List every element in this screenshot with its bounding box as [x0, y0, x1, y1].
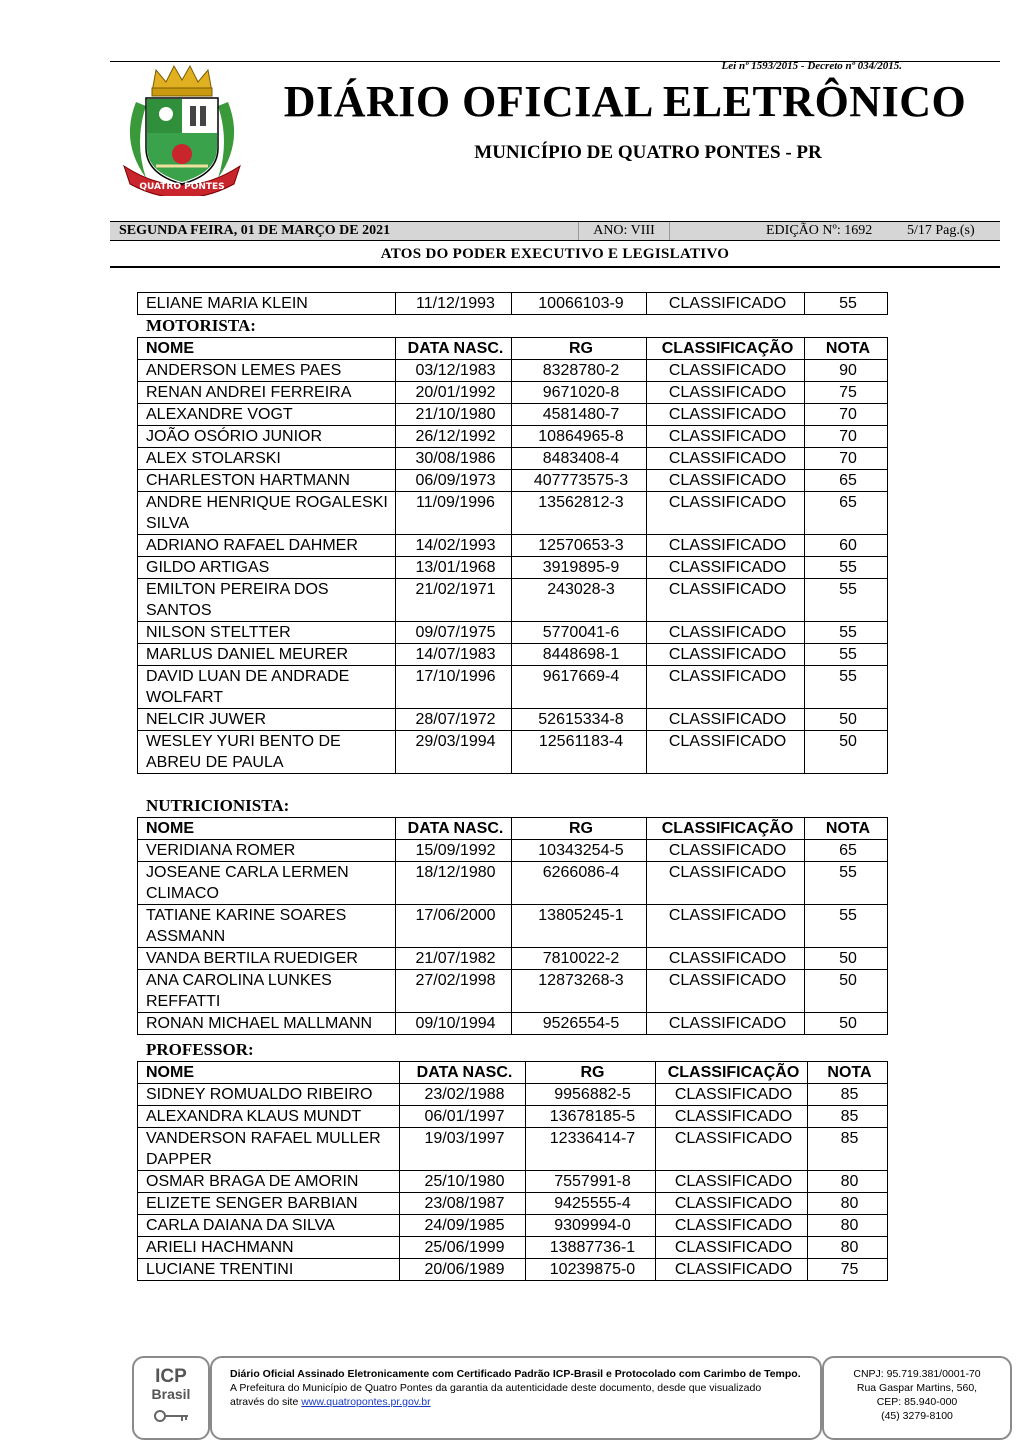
table-row [138, 1237, 888, 1259]
cell-nome: RENAN ANDREI FERREIRA [138, 382, 396, 404]
cell-data-nasc: 11/12/1993 [396, 293, 512, 315]
publication-date: SEGUNDA FEIRA, 01 DE MARÇO DE 2021 [119, 223, 391, 238]
page-number: 5/17 Pag.(s) [907, 223, 975, 238]
cell-data-nasc: 27/02/1998 [396, 970, 512, 1013]
column-header-nome: NOME [138, 1062, 400, 1084]
cell-nota: 55 [805, 862, 888, 905]
cell-classificacao: CLASSIFICADO [656, 1193, 808, 1215]
cell-nome: ANDERSON LEMES PAES [138, 360, 396, 382]
cell-classificacao: CLASSIFICADO [656, 1128, 808, 1171]
cell-data-nasc: 14/07/1983 [396, 644, 512, 666]
cell-data-nasc: 20/01/1992 [396, 382, 512, 404]
cell-data-nasc: 28/07/1972 [396, 709, 512, 731]
cell-rg: 10343254-5 [512, 840, 647, 862]
cell-data-nasc: 17/06/2000 [396, 905, 512, 948]
cell-rg: 13805245-1 [512, 905, 647, 948]
cell-nota: 55 [805, 579, 888, 622]
table-row [138, 360, 888, 382]
cell-rg: 10239875-0 [526, 1259, 656, 1281]
column-header-nota: NOTA [808, 1062, 888, 1084]
cell-data-nasc: 11/09/1996 [396, 492, 512, 535]
column-header-classificacao: CLASSIFICAÇÃO [647, 818, 805, 840]
cell-nome: TATIANE KARINE SOARES ASSMANN [138, 905, 396, 948]
cell-nome: ANDRE HENRIQUE ROGALESKI SILVA [138, 492, 396, 535]
cell-nota: 55 [805, 557, 888, 579]
column-header-nome: NOME [138, 338, 396, 360]
cell-nota: 65 [805, 840, 888, 862]
cell-nome: ALEXANDRE VOGT [138, 404, 396, 426]
cell-classificacao: CLASSIFICADO [647, 579, 805, 622]
cell-data-nasc: 20/06/1989 [400, 1259, 526, 1281]
cell-classificacao: CLASSIFICADO [647, 448, 805, 470]
cell-nota: 85 [808, 1128, 888, 1171]
icp-seal-text: ICP [155, 1366, 187, 1387]
column-header-rg: RG [512, 338, 647, 360]
footer-authenticity-line: A Prefeitura do Município de Quatro Pontes da garantia da autenticidade deste documento, desde que visualizado [230, 1382, 762, 1394]
cell-nome: VERIDIANA ROMER [138, 840, 396, 862]
cell-nota: 70 [805, 404, 888, 426]
table-row [138, 731, 888, 774]
cell-rg: 243028-3 [512, 579, 647, 622]
cell-nota: 80 [808, 1215, 888, 1237]
cell-classificacao: CLASSIFICADO [647, 1013, 805, 1035]
cell-rg: 6266086-4 [512, 862, 647, 905]
cell-nome: VANDERSON RAFAEL MULLER DAPPER [138, 1128, 400, 1171]
cell-nome: ARIELI HACHMANN [138, 1237, 400, 1259]
cell-rg: 52615334-8 [512, 709, 647, 731]
municipal-crest-logo [116, 62, 248, 196]
cell-nota: 85 [808, 1084, 888, 1106]
cell-nome: ALEXANDRA KLAUS MUNDT [138, 1106, 400, 1128]
cell-classificacao: CLASSIFICADO [647, 492, 805, 535]
cell-nota: 55 [805, 293, 888, 315]
category-heading-nutricionista: NUTRICIONISTA: [146, 796, 290, 815]
cell-rg: 13562812-3 [512, 492, 647, 535]
cell-nota: 50 [805, 709, 888, 731]
footer-cep: CEP: 85.940-000 [876, 1396, 958, 1408]
cell-rg: 9617669-4 [512, 666, 647, 709]
cell-data-nasc: 17/10/1996 [396, 666, 512, 709]
cell-rg: 9526554-5 [512, 1013, 647, 1035]
results-table-motorista [137, 337, 888, 774]
section-title: ATOS DO PODER EXECUTIVO E LEGISLATIVO [380, 246, 730, 262]
cell-rg: 12561183-4 [512, 731, 647, 774]
cell-data-nasc: 19/03/1997 [400, 1128, 526, 1171]
category-heading-motorista: MOTORISTA: [146, 316, 256, 335]
cell-data-nasc: 06/09/1973 [396, 470, 512, 492]
cell-rg: 13678185-5 [526, 1106, 656, 1128]
cell-rg: 12873268-3 [512, 970, 647, 1013]
icp-brasil-seal [132, 1356, 210, 1440]
table-row [138, 448, 888, 470]
cell-rg: 407773575-3 [512, 470, 647, 492]
cell-classificacao: CLASSIFICADO [647, 731, 805, 774]
table-row [138, 948, 888, 970]
cell-nome: VANDA BERTILA RUEDIGER [138, 948, 396, 970]
cell-rg: 8448698-1 [512, 644, 647, 666]
cell-classificacao: CLASSIFICADO [656, 1259, 808, 1281]
table-row [138, 579, 888, 622]
cell-classificacao: CLASSIFICADO [647, 970, 805, 1013]
cell-nome: EMILTON PEREIRA DOS SANTOS [138, 579, 396, 622]
cell-nome: SIDNEY ROMUALDO RIBEIRO [138, 1084, 400, 1106]
cell-nome: ELIZETE SENGER BARBIAN [138, 1193, 400, 1215]
footer-cnpj: CNPJ: 95.719.381/0001-70 [853, 1368, 981, 1380]
table-header-row [138, 338, 888, 360]
footer-signature-line: Diário Oficial Assinado Eletronicamente com Certificado Padrão ICP-Brasil e Protocolado com Carimbo de Tempo. [230, 1368, 801, 1380]
website-link[interactable]: www.quatropontes.pr.gov.br [301, 1396, 431, 1408]
cell-data-nasc: 30/08/1986 [396, 448, 512, 470]
law-reference: Lei nº 1593/2015 - Decreto nº 034/2015. [721, 60, 902, 72]
cell-nome: JOÃO OSÓRIO JUNIOR [138, 426, 396, 448]
cell-nota: 50 [805, 1013, 888, 1035]
cell-data-nasc: 14/02/1993 [396, 535, 512, 557]
table-row [138, 709, 888, 731]
cell-data-nasc: 23/08/1987 [400, 1193, 526, 1215]
cell-nota: 65 [805, 470, 888, 492]
cell-nota: 80 [808, 1237, 888, 1259]
column-header-nota: NOTA [805, 338, 888, 360]
cell-rg: 7557991-8 [526, 1171, 656, 1193]
cell-nome: CHARLESTON HARTMANN [138, 470, 396, 492]
cell-classificacao: CLASSIFICADO [647, 905, 805, 948]
footer-site-line [230, 1396, 431, 1408]
cell-nota: 55 [805, 666, 888, 709]
cell-nota: 90 [805, 360, 888, 382]
cell-nome: NELCIR JUWER [138, 709, 396, 731]
table-row [138, 1259, 888, 1281]
cell-rg: 10864965-8 [512, 426, 647, 448]
cell-nome: NILSON STELTTER [138, 622, 396, 644]
carryover-table [137, 292, 888, 315]
cell-nota: 55 [805, 644, 888, 666]
table-row [138, 535, 888, 557]
cell-classificacao: CLASSIFICADO [656, 1215, 808, 1237]
cell-nome: ANA CAROLINA LUNKES REFFATTI [138, 970, 396, 1013]
cell-nota: 65 [805, 492, 888, 535]
cell-rg: 8483408-4 [512, 448, 647, 470]
column-header-nota: NOTA [805, 818, 888, 840]
cell-data-nasc: 09/10/1994 [396, 1013, 512, 1035]
cell-nota: 55 [805, 905, 888, 948]
section-divider [110, 266, 1000, 268]
cell-nota: 75 [805, 382, 888, 404]
cell-data-nasc: 15/09/1992 [396, 840, 512, 862]
edition-number: EDIÇÃO Nº: 1692 [766, 223, 873, 238]
cell-nota: 70 [805, 448, 888, 470]
cell-classificacao: CLASSIFICADO [647, 404, 805, 426]
cell-data-nasc: 24/09/1985 [400, 1215, 526, 1237]
cell-rg: 9956882-5 [526, 1084, 656, 1106]
cell-nome: CARLA DAIANA DA SILVA [138, 1215, 400, 1237]
cell-data-nasc: 13/01/1968 [396, 557, 512, 579]
table-row [138, 404, 888, 426]
cell-classificacao: CLASSIFICADO [647, 426, 805, 448]
cell-nota: 70 [805, 426, 888, 448]
cell-data-nasc: 21/07/1982 [396, 948, 512, 970]
cell-rg: 12336414-7 [526, 1128, 656, 1171]
table-row [138, 426, 888, 448]
municipality-name: MUNICÍPIO DE QUATRO PONTES - PR [474, 142, 822, 163]
icp-seal-subtext: Brasil [151, 1386, 191, 1402]
cell-rg: 4581480-7 [512, 404, 647, 426]
cell-data-nasc: 06/01/1997 [400, 1106, 526, 1128]
table-header-row [138, 1062, 888, 1084]
cell-nome: WESLEY YURI BENTO DE ABREU DE PAULA [138, 731, 396, 774]
cell-data-nasc: 29/03/1994 [396, 731, 512, 774]
table-row [138, 840, 888, 862]
cell-nota: 80 [808, 1171, 888, 1193]
cell-nota: 50 [805, 970, 888, 1013]
page-title: DIÁRIO OFICIAL ELETRÔNICO [283, 77, 967, 126]
cell-nota: 50 [805, 948, 888, 970]
column-header-data-nasc: DATA NASC. [396, 338, 512, 360]
edition-year: ANO: VIII [578, 222, 670, 240]
cell-nota: 85 [808, 1106, 888, 1128]
cell-data-nasc: 21/02/1971 [396, 579, 512, 622]
cell-data-nasc: 03/12/1983 [396, 360, 512, 382]
cell-rg: 13887736-1 [526, 1237, 656, 1259]
results-table-nutricionista [137, 817, 888, 1035]
column-header-rg: RG [512, 818, 647, 840]
cell-classificacao: CLASSIFICADO [647, 666, 805, 709]
cell-nota: 60 [805, 535, 888, 557]
edition-info-bar [110, 221, 1000, 241]
cell-data-nasc: 23/02/1988 [400, 1084, 526, 1106]
table-row [138, 666, 888, 709]
footer-address: Rua Gaspar Martins, 560, [856, 1382, 978, 1394]
cell-nome: ALEX STOLARSKI [138, 448, 396, 470]
column-header-data-nasc: DATA NASC. [396, 818, 512, 840]
cell-classificacao: CLASSIFICADO [647, 862, 805, 905]
column-header-nome: NOME [138, 818, 396, 840]
table-row [138, 1193, 888, 1215]
cell-data-nasc: 18/12/1980 [396, 862, 512, 905]
cell-data-nasc: 26/12/1992 [396, 426, 512, 448]
cell-rg: 7810022-2 [512, 948, 647, 970]
cell-rg: 3919895-9 [512, 557, 647, 579]
cell-rg: 9425555-4 [526, 1193, 656, 1215]
cell-classificacao: CLASSIFICADO [656, 1237, 808, 1259]
cell-classificacao: CLASSIFICADO [647, 557, 805, 579]
category-heading-professor: PROFESSOR: [146, 1040, 254, 1059]
table-row [138, 622, 888, 644]
cell-classificacao: CLASSIFICADO [647, 470, 805, 492]
cell-classificacao: CLASSIFICADO [656, 1171, 808, 1193]
cell-classificacao: CLASSIFICADO [647, 644, 805, 666]
cell-nome: RONAN MICHAEL MALLMANN [138, 1013, 396, 1035]
cell-nota: 55 [805, 622, 888, 644]
footer-contact-box [822, 1356, 1012, 1440]
cell-classificacao: CLASSIFICADO [647, 622, 805, 644]
table-row [138, 1013, 888, 1035]
table-row [138, 492, 888, 535]
cell-nome: OSMAR BRAGA DE AMORIN [138, 1171, 400, 1193]
cell-nota: 50 [805, 731, 888, 774]
cell-classificacao: CLASSIFICADO [647, 709, 805, 731]
column-header-classificacao: CLASSIFICAÇÃO [647, 338, 805, 360]
cell-classificacao: CLASSIFICADO [647, 360, 805, 382]
cell-nome: GILDO ARTIGAS [138, 557, 396, 579]
cell-classificacao: CLASSIFICADO [647, 948, 805, 970]
column-header-data-nasc: DATA NASC. [400, 1062, 526, 1084]
footer-site-prefix: através do site [230, 1396, 302, 1408]
cell-classificacao: CLASSIFICADO [656, 1106, 808, 1128]
cell-rg: 5770041-6 [512, 622, 647, 644]
footer-signature-notice [210, 1356, 822, 1440]
table-row [138, 293, 888, 315]
results-table-professor [137, 1061, 888, 1281]
cell-classificacao: CLASSIFICADO [647, 840, 805, 862]
table-row [138, 1106, 888, 1128]
table-row [138, 382, 888, 404]
table-row [138, 470, 888, 492]
cell-rg: 9309994-0 [526, 1215, 656, 1237]
table-row [138, 1215, 888, 1237]
column-header-rg: RG [526, 1062, 656, 1084]
table-row [138, 1171, 888, 1193]
cell-data-nasc: 25/06/1999 [400, 1237, 526, 1259]
cell-rg: 12570653-3 [512, 535, 647, 557]
cell-nome: ADRIANO RAFAEL DAHMER [138, 535, 396, 557]
cell-nota: 75 [808, 1259, 888, 1281]
cell-data-nasc: 09/07/1975 [396, 622, 512, 644]
cell-classificacao: CLASSIFICADO [647, 535, 805, 557]
cell-nome: DAVID LUAN DE ANDRADE WOLFART [138, 666, 396, 709]
cell-nota: 80 [808, 1193, 888, 1215]
table-row [138, 970, 888, 1013]
cell-rg: 9671020-8 [512, 382, 647, 404]
cell-data-nasc: 21/10/1980 [396, 404, 512, 426]
footer-phone: (45) 3279-8100 [881, 1410, 953, 1422]
table-row [138, 644, 888, 666]
cell-classificacao: CLASSIFICADO [647, 382, 805, 404]
column-header-classificacao: CLASSIFICAÇÃO [656, 1062, 808, 1084]
cell-classificacao: CLASSIFICADO [647, 293, 805, 315]
cell-data-nasc: 25/10/1980 [400, 1171, 526, 1193]
table-row [138, 862, 888, 905]
cell-nome: MARLUS DANIEL MEURER [138, 644, 396, 666]
table-row [138, 1128, 888, 1171]
cell-nome: JOSEANE CARLA LERMEN CLIMACO [138, 862, 396, 905]
table-header-row [138, 818, 888, 840]
table-row [138, 905, 888, 948]
table-row [138, 557, 888, 579]
cell-nome: LUCIANE TRENTINI [138, 1259, 400, 1281]
cell-nome: ELIANE MARIA KLEIN [138, 293, 396, 315]
cell-rg: 10066103-9 [512, 293, 647, 315]
cell-rg: 8328780-2 [512, 360, 647, 382]
crest-ribbon-text: QUATRO PONTES [139, 182, 225, 192]
key-icon [152, 1408, 192, 1424]
cell-classificacao: CLASSIFICADO [656, 1084, 808, 1106]
table-row [138, 1084, 888, 1106]
